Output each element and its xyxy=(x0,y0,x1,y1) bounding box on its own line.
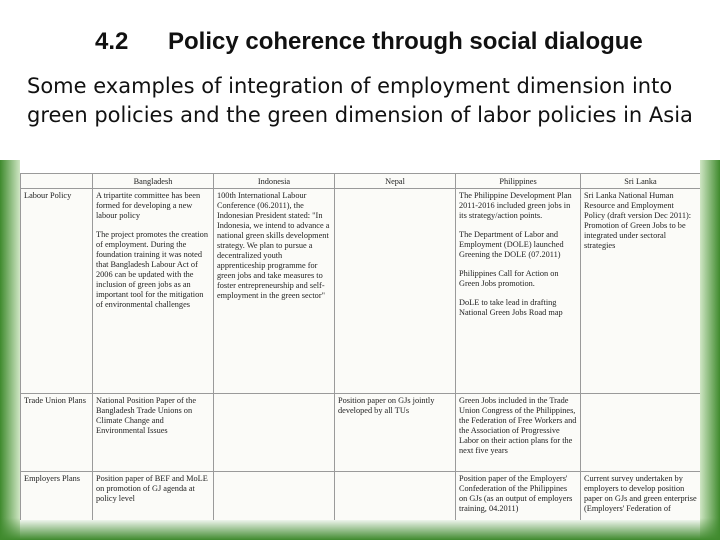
cell-empty xyxy=(581,394,701,472)
cell xyxy=(456,472,581,521)
cell xyxy=(335,394,456,472)
cell-text: Philippines Call for Action on Green Jobs promotion. xyxy=(459,269,559,288)
cell xyxy=(456,394,581,472)
intro-text: Some examples of integration of employment dimension into green policies and the green dimension of labor policies in Asia xyxy=(27,74,693,127)
row-label: Employers Plans xyxy=(21,472,93,521)
header-empty xyxy=(21,174,93,189)
examples-table xyxy=(20,173,700,520)
table-row-trade-union xyxy=(21,394,701,472)
cell-text: 100th International Labour Conference (06.2011), the Indonesian President stated: "In Indonesia, we intend to advance a national green skills development strategy. We plan to pursue a decentralized youth apprenticeship programme for green jobs and take measures to foster entrepreneurship and self-employment in the green sector" xyxy=(217,191,330,300)
table-header-row xyxy=(21,174,701,189)
cell-text: Position paper of BEF and MoLE on promotion of GJ agenda at policy level xyxy=(96,474,208,503)
cell xyxy=(581,472,701,521)
table-row-employers xyxy=(21,472,701,521)
cell-text: The project promotes the creation of employment. During the foundation training it was noted that Bangladesh Labour Act of 2006 can be updated with the inclusion of green jobs as an important tool for the mitigation of environmental challenges xyxy=(96,230,208,309)
header-bangladesh: Bangladesh xyxy=(93,174,214,189)
left-green-band xyxy=(0,160,20,540)
row-label: Labour Policy xyxy=(21,189,93,394)
cell-text: Position paper on GJs jointly developed by all TUs xyxy=(338,396,435,415)
cell-empty xyxy=(335,472,456,521)
cell-text: The Department of Labor and Employment (DOLE) launched Greening the DOLE (07.2011) xyxy=(459,230,564,259)
cell-text: Current survey undertaken by employers to develop position paper on GJs and green enterprise (Employers' Federation of xyxy=(584,474,697,513)
cell xyxy=(93,189,214,394)
header-nepal: Nepal xyxy=(335,174,456,189)
cell-text: A tripartite committee has been formed for developing a new labour policy xyxy=(96,191,201,220)
section-number: 4.2 xyxy=(95,28,129,55)
cell xyxy=(456,189,581,394)
table-row-labour-policy xyxy=(21,189,701,394)
cell-text: National Position Paper of the Bangladesh Trade Unions on Climate Change and Environmental Issues xyxy=(96,396,197,435)
cell-empty xyxy=(214,472,335,521)
cell xyxy=(93,472,214,521)
header-sri-lanka: Sri Lanka xyxy=(581,174,701,189)
examples-table-container xyxy=(20,173,700,520)
cell-text: Sri Lanka National Human Resource and Employment Policy (draft version Dec 2011): Promotion of Green Jobs to be integrated under sectoral strategies xyxy=(584,191,692,250)
title-text: Policy coherence through social dialogue xyxy=(168,28,643,55)
cell-empty xyxy=(335,189,456,394)
cell xyxy=(214,189,335,394)
row-label: Trade Union Plans xyxy=(21,394,93,472)
cell-text: DoLE to take lead in drafting National Green Jobs Road map xyxy=(459,298,563,317)
cell xyxy=(581,189,701,394)
cell-empty xyxy=(214,394,335,472)
header-indonesia: Indonesia xyxy=(214,174,335,189)
header-philippines: Philippines xyxy=(456,174,581,189)
bottom-green-band xyxy=(0,518,720,540)
cell-text: Green Jobs included in the Trade Union Congress of the Philippines, the Federation of Free Workers and the Association of Progressive Labor on their action plans for the next five years xyxy=(459,396,577,455)
cell xyxy=(93,394,214,472)
cell-text: The Philippine Development Plan 2011-2016 included green jobs in its strategy/action points. xyxy=(459,191,572,220)
cell-text: Position paper of the Employers' Confederation of the Philippines on GJs (as an output of employers training, 04.2011) xyxy=(459,474,573,513)
right-green-band xyxy=(700,160,720,540)
